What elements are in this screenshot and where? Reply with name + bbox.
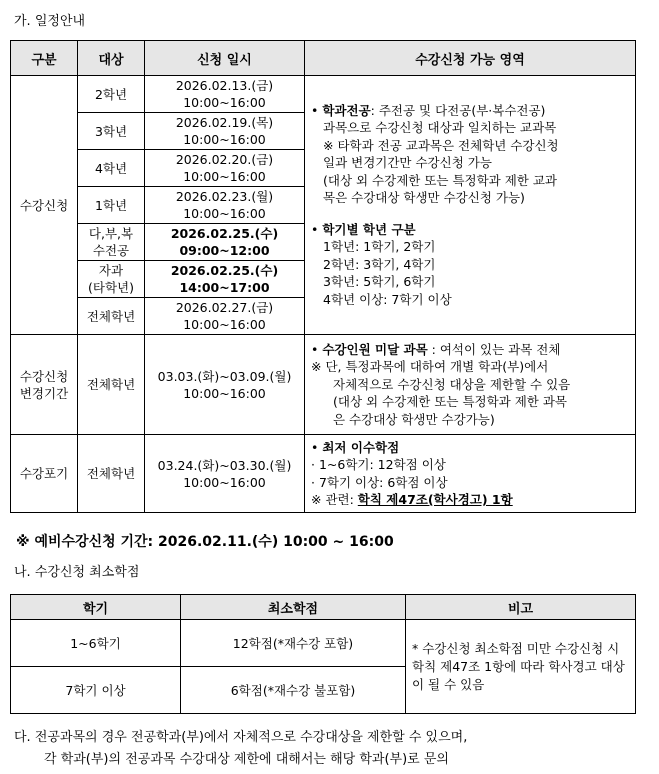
row-target: 전체학년 — [78, 435, 145, 513]
header-credit: 최소학점 — [181, 595, 406, 620]
group-change-label: 수강신청 변경기간 — [11, 335, 78, 435]
header-remark: 비고 — [406, 595, 636, 620]
row-target: 자과 (타학년) — [78, 261, 145, 298]
header-category: 구분 — [11, 41, 78, 76]
row-target: 다,부,복 수전공 — [78, 224, 145, 261]
section1-title: 가. 일정안내 — [14, 14, 86, 29]
table-row — [11, 620, 636, 667]
row-datetime: 03.24.(화)~03.30.(월) 10:00~16:00 — [145, 435, 305, 513]
header-term: 학기 — [11, 595, 181, 620]
row-datetime: 2026.02.20.(금) 10:00~16:00 — [145, 150, 305, 187]
row-target: 전체학년 — [78, 298, 145, 335]
row-datetime: 2026.02.25.(수) 14:00~17:00 — [145, 261, 305, 298]
table-row — [11, 335, 636, 435]
credit-cell: 6학점(*재수강 불포함) — [181, 667, 406, 714]
group-registration-label: 수강신청 — [11, 76, 78, 335]
min-credit-table — [10, 594, 636, 714]
header-target: 대상 — [78, 41, 145, 76]
change-area-cell: • 수강인원 미달 과목 : 여석이 있는 과목 전체 ※ 단, 특정과목에 대하여 개별 학과(부)에서 자체적으로 수강신청 대상을 제한할 수 있음 (대상 외 수강제한 또는 특정학과 제한 과목 은 수강대상 학생만 수강가능) — [305, 335, 636, 435]
row-datetime: 2026.02.25.(수) 09:00~12:00 — [145, 224, 305, 261]
row-datetime: 03.03.(화)~03.09.(월) 10:00~16:00 — [145, 335, 305, 435]
table-row — [11, 76, 636, 113]
row-datetime: 2026.02.13.(금) 10:00~16:00 — [145, 76, 305, 113]
group-withdraw-label: 수강포기 — [11, 435, 78, 513]
registration-area-cell: • 학과전공: 주전공 및 다전공(부·복수전공) 과목으로 수강신청 대상과 일치하는 교과목 ※ 타학과 전공 교과목은 전체학년 수강신청 일과 변경기간만 수강신청 가능 (대상 외 수강제한 또는 특정학과 제한 교과 목은 수강대상 학생만 수강신청 가능) • 학기별 학년 구분 1학년: 1학기, 2학기 2학년: 3학기, 4학기 3학년: 5학기, 6학기 4학년 이상: 7학기 이상 — [305, 76, 636, 335]
section2-title: 나. 수강신청 최소학점 — [14, 565, 140, 580]
withdraw-area-cell: • 최저 이수학점 · 1~6학기: 12학점 이상 · 7학기 이상: 6학점 이상 ※ 관련: 학칙 제47조(학사경고) 1항 — [305, 435, 636, 513]
header-date: 신청 일시 — [145, 41, 305, 76]
min-credit-header-row — [11, 595, 636, 620]
term-cell: 7학기 이상 — [11, 667, 181, 714]
table-row — [11, 435, 636, 513]
row-target: 3학년 — [78, 113, 145, 150]
pre-registration-note: ※ 예비수강신청 기간: 2026.02.11.(수) 10:00 ~ 16:00 — [16, 534, 394, 550]
schedule-header-row — [11, 41, 636, 76]
term-cell: 1~6학기 — [11, 620, 181, 667]
schedule-table — [10, 40, 636, 513]
regulation-link: 학칙 제47조(학사경고) 1항 — [357, 492, 513, 507]
row-datetime: 2026.02.19.(목) 10:00~16:00 — [145, 113, 305, 150]
row-datetime: 2026.02.27.(금) 10:00~16:00 — [145, 298, 305, 335]
row-datetime: 2026.02.23.(월) 10:00~16:00 — [145, 187, 305, 224]
row-target: 1학년 — [78, 187, 145, 224]
header-area: 수강신청 가능 영역 — [305, 41, 636, 76]
major-restriction-paragraph: 다. 전공과목의 경우 전공학과(부)에서 자체적으로 수강대상을 제한할 수 있으며, 각 학과(부)의 전공과목 수강대상 제한에 대해서는 해당 학과(부)로 문의 — [14, 730, 468, 767]
credit-cell: 12학점(*재수강 포함) — [181, 620, 406, 667]
row-target: 전체학년 — [78, 335, 145, 435]
row-target: 2학년 — [78, 76, 145, 113]
remark-cell: * 수강신청 최소학점 미만 수강신청 시 학칙 제47조 1항에 따라 학사경고 대상이 될 수 있음 — [406, 620, 636, 714]
row-target: 4학년 — [78, 150, 145, 187]
